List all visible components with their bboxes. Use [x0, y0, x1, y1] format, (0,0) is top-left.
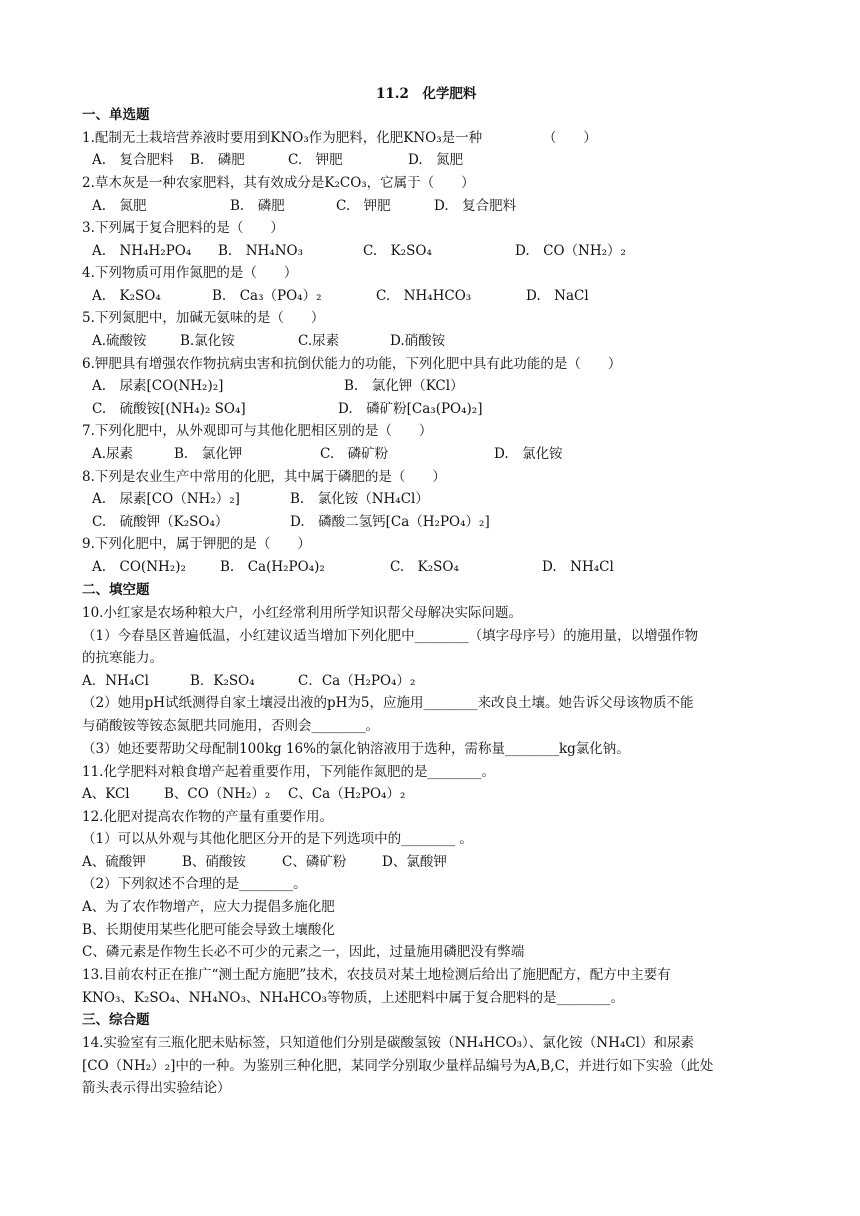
question-14-stem: 14.实验室有三瓶化肥未贴标签，只知道他们分别是碳酸氢铵（NH₄HCO₃）、氯化铵（NH₄Cl）和尿素 [82, 1035, 694, 1051]
question-3-stem: 3.下列属于复合肥料的是（ ） [82, 220, 284, 236]
question-10-options [82, 671, 778, 691]
option-b[interactable]: B．K₂SO₄ [190, 673, 255, 689]
question-12-part-2: （2）下列叙述不合理的是________。 [82, 876, 307, 892]
option-d[interactable]: D. CO（NH₂）₂ [515, 243, 626, 259]
question-5-stem: 5.下列氮肥中，加碱无氨味的是（ ） [82, 310, 325, 326]
option-a[interactable]: A. NH₄H₂PO₄ [92, 243, 192, 259]
question-12-part-1: （1）可以从外观与其他化肥区分开的是下列选项中的________ 。 [82, 831, 473, 847]
question-3-options [92, 241, 778, 261]
question-11-stem: 11.化学肥料对粮食增产起着重要作用，下列能作氮肥的是________。 [82, 764, 495, 780]
option-c[interactable]: C. K₂SO₄ [363, 243, 432, 259]
question-11-options [82, 784, 778, 804]
question-5-options [92, 331, 778, 351]
option-c[interactable]: C．Ca（H₂PO₄）₂ [298, 673, 416, 689]
question-12-options [82, 852, 778, 872]
option-b[interactable]: B. NH₄NO₃ [218, 243, 304, 259]
question-10-part-3: （3）她还要帮助父母配制100kg 16%的氯化钠溶液用于选种，需称量________kg氯化钠。 [82, 741, 630, 757]
question-10-stem: 10.小红家是农场种粮大户，小红经常利用所学知识帮父母解决实际问题。 [82, 605, 522, 621]
option-c[interactable]: C. 磷矿粉 [320, 446, 389, 462]
question-10-part-1-cont: 的抗寒能力。 [82, 650, 163, 666]
section-heading-fill-in: 二、填空题 [82, 582, 150, 598]
option-a[interactable]: A.硫酸铵 [92, 333, 147, 349]
question-8-options-row-2 [92, 512, 778, 532]
option-d[interactable]: D. 氯化铵 [494, 446, 563, 462]
question-4-options [92, 286, 778, 306]
option-d[interactable]: D. 磷矿粉[Ca₃(PO₄)₂] [338, 401, 483, 417]
option-a[interactable]: A、KCl [82, 786, 130, 802]
section-heading-single-choice: 一、单选题 [82, 107, 150, 123]
question-12-statement-b[interactable]: B、长期使用某些化肥可能会导致土壤酸化 [82, 922, 335, 938]
option-a[interactable]: A. 尿素[CO(NH₂)₂] [92, 378, 224, 394]
option-b[interactable]: B.氯化铵 [180, 333, 235, 349]
option-a[interactable]: A.尿素 [92, 446, 134, 462]
question-13-stem-cont: KNO₃、K₂SO₄、NH₄NO₃、NH₄HCO₃等物质，上述肥料中属于复合肥料的是________。 [82, 990, 624, 1006]
option-c[interactable]: C. 钾肥 [336, 198, 391, 214]
option-a[interactable]: A. 尿素[CO（NH₂）₂] [92, 491, 240, 507]
option-a[interactable]: A. CO(NH₂)₂ [92, 559, 186, 575]
option-c[interactable]: C、Ca（H₂PO₄）₂ [288, 786, 406, 802]
option-a[interactable]: A．NH₄Cl [82, 673, 149, 689]
question-12-statement-c[interactable]: C、磷元素是作物生长必不可少的元素之一，因此，过量施用磷肥没有弊端 [82, 944, 525, 960]
question-13-stem: 13.目前农村正在推广“测土配方施肥”技术，农技员对某土地检测后给出了施肥配方，配方中主要有 [82, 967, 671, 983]
option-b[interactable]: B. Ca(H₂PO₄)₂ [220, 559, 325, 575]
option-d[interactable]: D. NH₄Cl [542, 559, 614, 575]
question-8-options-row-1 [92, 489, 778, 509]
question-10-part-2-cont: 与硝酸铵等铵态氮肥共同施用，否则会________。 [82, 718, 379, 734]
option-d[interactable]: D.硝酸铵 [390, 333, 446, 349]
option-c[interactable]: C.尿素 [298, 333, 340, 349]
option-d[interactable]: D. NaCl [526, 288, 589, 304]
option-a[interactable]: A. K₂SO₄ [92, 288, 161, 304]
page-title: 11.2 化学肥料 [376, 86, 477, 102]
option-d[interactable]: D. 氮肥 [408, 152, 464, 168]
option-c[interactable]: C. 硫酸铵[(NH₄)₂ SO₄] [92, 401, 246, 417]
option-d[interactable]: D、氯酸钾 [382, 854, 447, 870]
question-10-part-1: （1）今春垦区普遍低温，小红建议适当增加下列化肥中________（填字母序号）的施用量，以增强作物 [82, 628, 699, 644]
option-b[interactable]: B. 氯化铵（NH₄Cl） [290, 491, 429, 507]
option-b[interactable]: B、CO（NH₂）₂ [164, 786, 271, 802]
option-c[interactable]: C. 硫酸钾（K₂SO₄） [92, 514, 229, 530]
section-heading-comprehensive: 三、综合题 [82, 1012, 150, 1028]
option-a[interactable]: A、硫酸钾 [82, 854, 146, 870]
question-9-stem: 9.下列化肥中，属于钾肥的是（ ） [82, 536, 311, 552]
option-b[interactable]: B. Ca₃（PO₄）₂ [212, 288, 322, 304]
question-2-stem: 2.草木灰是一种农家肥料，其有效成分是K₂CO₃，它属于（ ） [82, 175, 475, 191]
question-7-stem: 7.下列化肥中，从外观即可与其他化肥相区别的是（ ） [82, 423, 433, 439]
option-b[interactable]: B. 磷肥 [230, 198, 285, 214]
question-1-options [92, 150, 778, 170]
option-b[interactable]: B. 磷肥 [190, 152, 245, 168]
question-2-options [92, 196, 778, 216]
option-c[interactable]: C. K₂SO₄ [390, 559, 459, 575]
option-b[interactable]: B. 氯化钾（KCl） [344, 378, 464, 394]
question-6-options-row-2 [92, 399, 778, 419]
question-12-stem: 12.化肥对提高农作物的产量有重要作用。 [82, 809, 333, 825]
question-8-stem: 8.下列是农业生产中常用的化肥，其中属于磷肥的是（ ） [82, 469, 446, 485]
option-b[interactable]: B、硝酸铵 [182, 854, 246, 870]
option-d[interactable]: D. 复合肥料 [434, 198, 517, 214]
question-1-stem: 1.配制无土栽培营养液时要用到KNO₃作为肥料，化肥KNO₃是一种 （ ） [82, 130, 597, 146]
option-c[interactable]: C. 钾肥 [288, 152, 343, 168]
option-c[interactable]: C. NH₄HCO₃ [376, 288, 472, 304]
option-c[interactable]: C、磷矿粉 [282, 854, 347, 870]
question-6-stem: 6.钾肥具有增强农作物抗病虫害和抗倒伏能力的功能，下列化肥中具有此功能的是（ ） [82, 356, 622, 372]
question-4-stem: 4.下列物质可用作氮肥的是（ ） [82, 265, 298, 281]
question-6-options-row-1 [92, 376, 778, 396]
question-10-part-2: （2）她用pH试纸测得自家土壤浸出液的pH为5，应施用________来改良土壤。她告诉父母该物质不能 [82, 695, 694, 711]
question-14-stem-cont-2: 箭头表示得出实验结论） [82, 1080, 231, 1096]
option-a[interactable]: A. 复合肥料 [92, 152, 174, 168]
question-7-options [92, 444, 778, 464]
option-b[interactable]: B. 氯化钾 [174, 446, 243, 462]
option-a[interactable]: A. 氮肥 [92, 198, 147, 214]
question-12-statement-a[interactable]: A、为了农作物增产，应大力提倡多施化肥 [82, 899, 335, 915]
option-d[interactable]: D. 磷酸二氢钙[Ca（H₂PO₄）₂] [290, 514, 490, 530]
question-9-options [92, 557, 778, 577]
question-14-stem-cont: [CO（NH₂）₂]中的一种。为鉴别三种化肥，某同学分别取少量样品编号为A,B,C，并进行如下实验（此处 [82, 1058, 714, 1074]
